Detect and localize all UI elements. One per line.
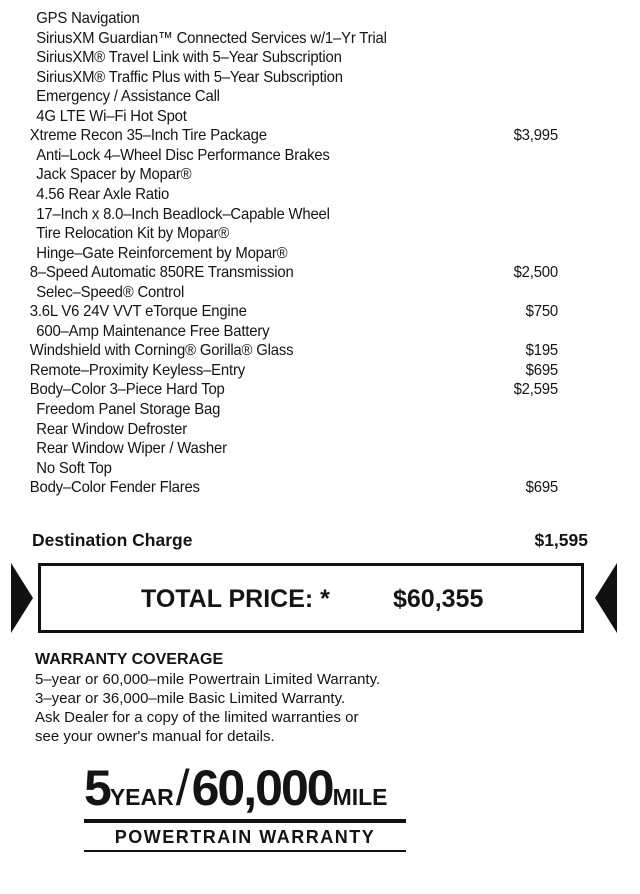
warranty-line: see your owner's manual for details. (35, 728, 275, 745)
option-price: $195 (525, 342, 558, 360)
option-feature-row (0, 224, 558, 244)
option-feature-row (0, 68, 558, 88)
logo-headline (84, 762, 406, 814)
destination-charge-row (32, 529, 588, 551)
option-label: Rear Window Wiper / Washer (36, 440, 227, 458)
option-label: Jack Spacer by Mopar® (36, 166, 192, 184)
logo-underline (84, 850, 406, 852)
option-label: Anti–Lock 4–Wheel Disc Performance Brakes (36, 146, 330, 164)
option-price: $2,500 (513, 264, 558, 282)
logo-years: 5 (84, 760, 110, 816)
option-label: Body–Color 3–Piece Hard Top (29, 381, 225, 399)
option-label: 17–Inch x 8.0–Inch Beadlock–Capable Wheel (36, 205, 330, 223)
option-feature-row (0, 420, 558, 440)
logo-mile-word: MILE (332, 784, 388, 810)
destination-charge-label: Destination Charge (32, 530, 193, 550)
option-package-row (0, 126, 558, 146)
total-price-value: $60,355 (393, 585, 484, 613)
option-feature-row (0, 146, 558, 166)
option-feature-row (0, 283, 558, 303)
option-feature-row (0, 87, 558, 107)
option-package-row (0, 361, 558, 381)
option-label: Hinge–Gate Reinforcement by Mopar® (36, 244, 288, 262)
option-label: Windshield with Corning® Gorilla® Glass (29, 342, 294, 360)
logo-slash: / (175, 760, 190, 816)
option-label: Emergency / Assistance Call (36, 88, 220, 106)
option-feature-row (0, 165, 558, 185)
option-label: Rear Window Defroster (36, 420, 188, 438)
option-feature-row (0, 185, 558, 205)
destination-charge-price: $1,595 (534, 530, 588, 550)
logo-tagline: POWERTRAIN WARRANTY (114, 827, 376, 847)
option-feature-row (0, 400, 558, 420)
logo-divider (84, 819, 406, 823)
option-label: No Soft Top (36, 459, 112, 477)
option-label: 4G LTE Wi–Fi Hot Spot (36, 107, 187, 125)
option-price: $3,995 (513, 127, 558, 145)
option-feature-row (0, 439, 558, 459)
option-label: Selec–Speed® Control (36, 283, 185, 301)
total-price-box (38, 563, 584, 633)
option-package-row (0, 302, 558, 322)
option-label: SiriusXM® Traffic Plus with 5–Year Subscription (36, 68, 343, 86)
warranty-line: Ask Dealer for a copy of the limited warranties or (35, 709, 359, 726)
option-feature-row (0, 244, 558, 264)
warranty-line: 5–year or 60,000–mile Powertrain Limited Warranty. (35, 671, 381, 688)
total-price-label: TOTAL PRICE: * (141, 585, 330, 613)
option-label: 8–Speed Automatic 850RE Transmission (29, 264, 294, 282)
option-label: GPS Navigation (36, 10, 140, 27)
logo-miles: 60,000 (191, 760, 333, 816)
option-label: Freedom Panel Storage Bag (36, 401, 221, 418)
option-label: SiriusXM® Travel Link with 5–Year Subscription (36, 49, 342, 67)
right-arrow-icon (595, 563, 617, 633)
option-price: $2,595 (513, 381, 558, 399)
option-label: 600–Amp Maintenance Free Battery (36, 322, 270, 340)
option-package-row (0, 263, 558, 283)
option-feature-row (0, 459, 558, 479)
option-package-row (0, 478, 558, 498)
option-label: Tire Relocation Kit by Mopar® (36, 225, 230, 243)
option-feature-row (0, 48, 558, 68)
option-feature-row (0, 322, 558, 342)
option-label: 3.6L V6 24V VVT eTorque Engine (29, 303, 247, 321)
warranty-line: 3–year or 36,000–mile Basic Limited Warranty. (35, 690, 346, 707)
option-label: SiriusXM Guardian™ Connected Services w/1–Yr Trial (36, 29, 387, 47)
option-price: $750 (525, 303, 558, 321)
option-feature-row (0, 107, 558, 127)
option-label: Xtreme Recon 35–Inch Tire Package (29, 127, 267, 145)
powertrain-warranty-logo (84, 762, 406, 854)
option-package-row (0, 341, 558, 361)
option-price: $695 (525, 479, 558, 497)
option-label: Body–Color Fender Flares (29, 479, 200, 497)
option-feature-row (0, 29, 558, 49)
option-feature-row (0, 9, 558, 29)
warranty-heading: WARRANTY COVERAGE (35, 651, 224, 668)
option-feature-row (0, 205, 558, 225)
option-package-row (0, 380, 558, 400)
option-price: $695 (525, 361, 558, 379)
option-label: 4.56 Rear Axle Ratio (36, 186, 170, 203)
option-label: Remote–Proximity Keyless–Entry (29, 361, 245, 379)
logo-year-word: YEAR (109, 784, 174, 810)
left-arrow-icon (11, 563, 33, 633)
